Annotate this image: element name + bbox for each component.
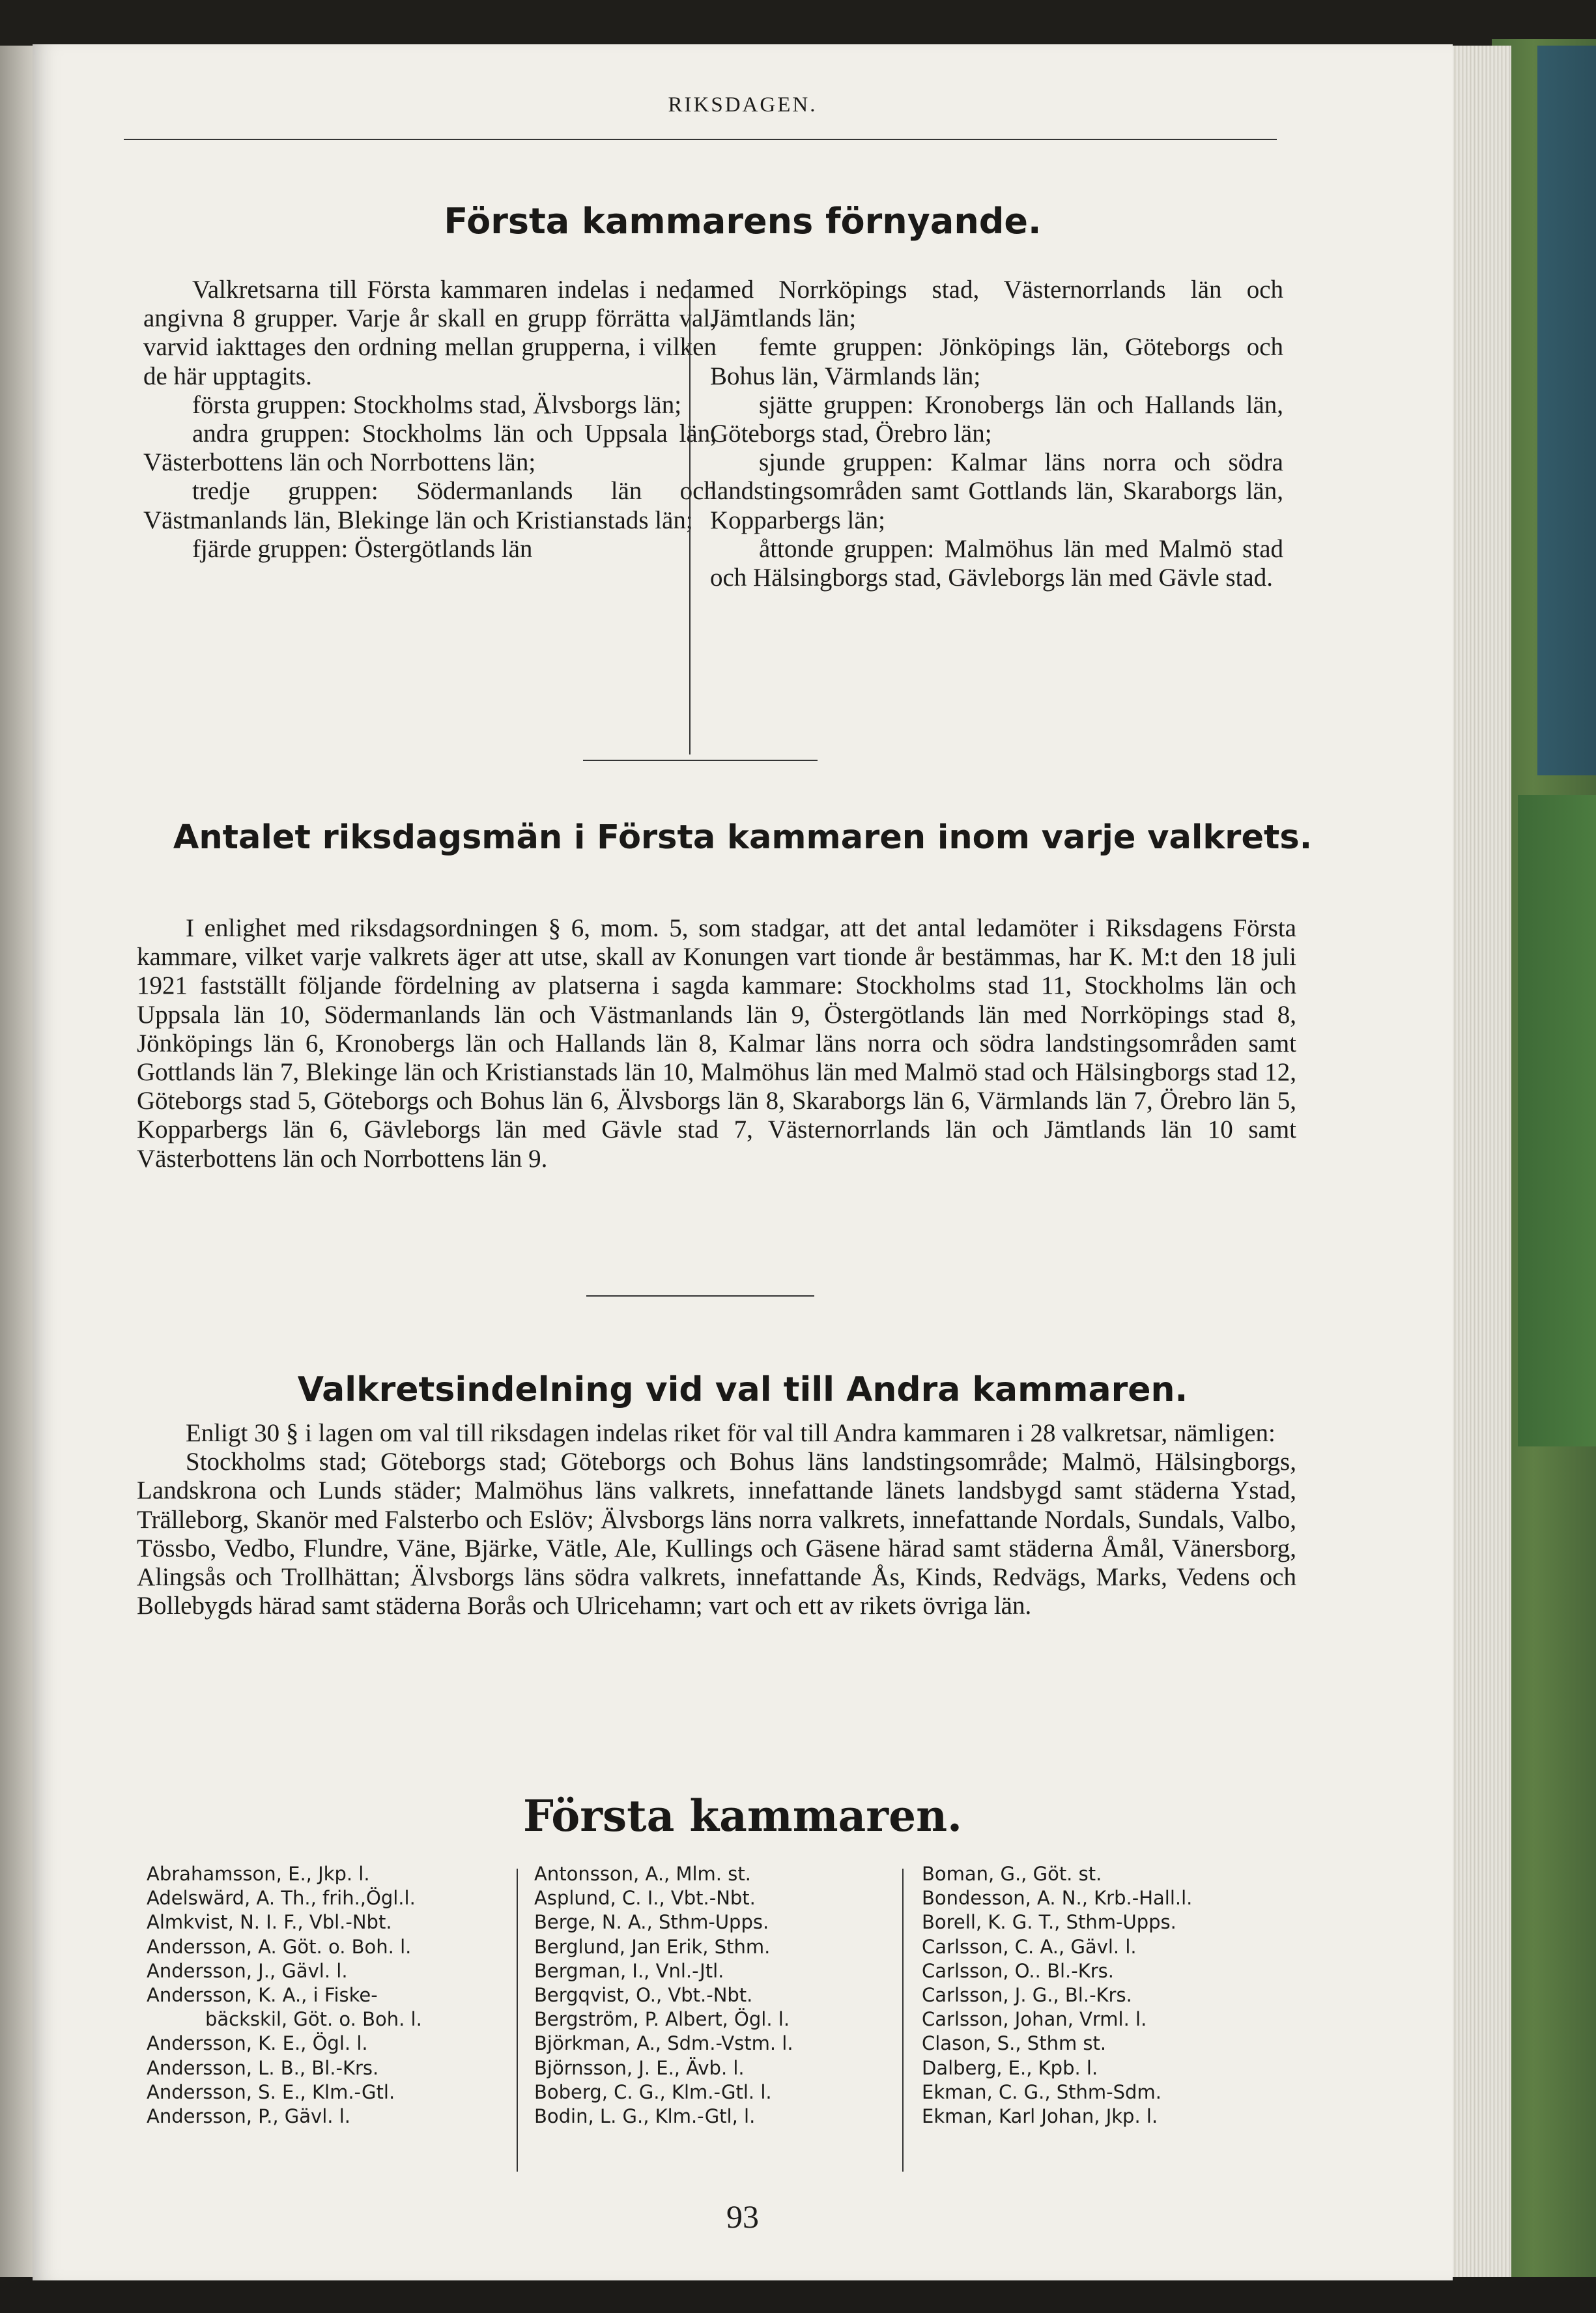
member-entry: Andersson, P., Gävl. l. xyxy=(147,2105,350,2128)
running-head: RIKSDAGEN. xyxy=(668,93,818,117)
member-entry: Andersson, S. E., Klm.-Gtl. xyxy=(147,2080,395,2103)
section3-body xyxy=(137,1419,1296,1620)
section-title-forsta-kammarens-fornyande: Första kammarens förnyande. xyxy=(444,201,1042,242)
paragraph: Valkretsarna till Första kammaren indelas i nedan angivna 8 grupper. Varje år skall en grupp förrätta val, varvid iakttages den ordning mellan grupperna, i vilken de här upptagits. xyxy=(143,276,717,390)
page-number: 93 xyxy=(726,2198,759,2235)
neighbor-book-spine-teal xyxy=(1537,46,1596,775)
section1-column-left xyxy=(143,276,717,564)
header-rule xyxy=(124,139,1277,140)
book-cover-top xyxy=(0,0,1596,46)
paragraph: med Norrköpings stad, Västernorrlands län och Jämtlands län; xyxy=(710,276,1283,333)
section-separator xyxy=(583,760,818,761)
member-entry: Björkman, A., Sdm.-Vstm. l. xyxy=(534,2032,793,2055)
member-entry: Clason, S., Sthm st. xyxy=(922,2032,1107,2055)
member-entry: Almkvist, N. I. F., Vbl.-Nbt. xyxy=(147,1911,392,1934)
paragraph: sjätte gruppen: Kronobergs län och Hallands län, Göteborgs stad, Örebro län; xyxy=(710,390,1283,448)
member-entry: Berglund, Jan Erik, Sthm. xyxy=(534,1935,771,1958)
paragraph: åttonde gruppen: Malmöhus län med Malmö stad och Hälsingborgs stad, Gävleborgs län med Gävle stad. xyxy=(710,534,1283,592)
member-entry: Andersson, A. Göt. o. Boh. l. xyxy=(147,1935,412,1958)
member-entry: Andersson, L. B., Bl.-Krs. xyxy=(147,2056,379,2079)
member-list-column-2 xyxy=(534,1862,912,2129)
member-entry: Björnsson, J. E., Ävb. l. xyxy=(534,2056,745,2079)
paragraph: första gruppen: Stockholms stad, Älvsborgs län; xyxy=(192,390,682,419)
column-divider xyxy=(902,1869,904,2172)
book-page xyxy=(33,44,1453,2280)
paragraph: Stockholms stad; Göteborgs stad; Göteborgs och Bohus läns landstingsområde; Malmö, Hälsingborgs, Landskrona och Lunds städer; Malmöhus läns valkrets, innefattande länets landsbygd samt städerna Ystad, Trälleborg, Skanör med Falsterbo och Eslöv; Älvsborgs läns norra valkrets, innefattande Nordals, Sundals, Valbo, Tössbo, Vedbo, Flundre, Väne, Bjärke, Vätle, Ale, Kullings och Gäsene härad samt städerna Åmål, Vänersborg, Alingsås och Trollhättan; Älvsborgs läns södra valkrets, innefattande Ås, Kinds, Redvägs, Marks, Vedens och Bollebygds härad samt städerna Borås och Ulricehamn; vart och ett av rikets övriga län. xyxy=(137,1448,1296,1620)
member-entry: Carlsson, J. G., Bl.-Krs. xyxy=(922,1984,1132,2007)
member-entry: Bodin, L. G., Klm.-Gtl, l. xyxy=(534,2105,756,2128)
section-separator xyxy=(586,1295,814,1297)
member-entry: Adelswärd, A. Th., frih.,Ögl.l. xyxy=(147,1887,416,1910)
paragraph: fjärde gruppen: Östergötlands län xyxy=(192,534,533,563)
member-entry: Borell, K. G. T., Sthm-Upps. xyxy=(922,1911,1176,1934)
paragraph: sjunde gruppen: Kalmar läns norra och södra landstingsområden samt Gottlands län, Skaraborgs län, Kopparbergs län; xyxy=(710,448,1283,534)
member-entry: Dalberg, E., Kpb. l. xyxy=(922,2056,1098,2079)
member-entry: Carlsson, O.. Bl.-Krs. xyxy=(922,1959,1114,1982)
member-list-column-3 xyxy=(922,1862,1313,2129)
member-entry: Bergqvist, O., Vbt.-Nbt. xyxy=(534,1984,753,2007)
member-entry: Asplund, C. I., Vbt.-Nbt. xyxy=(534,1887,756,1910)
member-entry: Antonsson, A., Mlm. st. xyxy=(534,1863,751,1885)
column-divider xyxy=(517,1869,518,2172)
paragraph: femte gruppen: Jönköpings län, Göteborgs och Bohus län, Värmlands län; xyxy=(710,333,1283,390)
member-entry-continued: bäckskil, Göt. o. Boh. l. xyxy=(205,2008,422,2031)
member-entry: Carlsson, Johan, Vrml. l. xyxy=(922,2008,1147,2031)
member-entry: Boberg, C. G., Klm.-Gtl. l. xyxy=(534,2080,772,2103)
section2-body xyxy=(137,914,1296,1173)
paragraph: tredje gruppen: Södermanlands län och Västmanlands län, Blekinge län och Kristianstads län; xyxy=(143,477,717,534)
section-title-valkretsindelning: Valkretsindelning vid val till Andra kammaren. xyxy=(297,1370,1188,1409)
member-entry: Ekman, Karl Johan, Jkp. l. xyxy=(922,2105,1158,2128)
section-title-antalet-riksdagsman: Antalet riksdagsmän i Första kammaren inom varje valkrets. xyxy=(173,818,1313,857)
neighbor-book-spine-green xyxy=(1518,795,1596,1446)
member-entry: Boman, G., Göt. st. xyxy=(922,1863,1102,1885)
member-entry: Andersson, K. E., Ögl. l. xyxy=(147,2032,368,2055)
section1-column-right xyxy=(710,276,1283,592)
member-entry: Andersson, K. A., i Fiske- xyxy=(147,1984,378,2007)
paragraph: andra gruppen: Stockholms län och Uppsala län, Västerbottens län och Norrbottens län; xyxy=(143,420,717,477)
member-entry: Abrahamsson, E., Jkp. l. xyxy=(147,1863,370,1885)
section-title-forsta-kammaren: Första kammaren. xyxy=(522,1790,963,1841)
member-entry: Bondesson, A. N., Krb.-Hall.l. xyxy=(922,1887,1193,1910)
member-entry: Ekman, C. G., Sthm-Sdm. xyxy=(922,2080,1161,2103)
member-entry: Berge, N. A., Sthm-Upps. xyxy=(534,1911,769,1934)
member-entry: Carlsson, C. A., Gävl. l. xyxy=(922,1935,1137,1958)
member-entry: Bergström, P. Albert, Ögl. l. xyxy=(534,2008,790,2031)
book-cover-bottom xyxy=(0,2277,1596,2313)
paragraph: I enlighet med riksdagsordningen § 6, mom. 5, som stadgar, att det antal ledamöter i Riksdagens Första kammare, vilket varje valkrets äger att utse, skall av Konungen vart tionde år bestämmas, har K. M:t den 18 juli 1921 fastställt följande fördelning av platserna i sagda kammare: Stockholms stad 11, Stockholms län och Uppsala län 10, Södermanlands län och Västmanlands län 9, Östergötlands län med Norrköpings stad 8, Jönköpings län 6, Kronobergs län och Hallands län 8, Kalmar läns norra och södra landstingsområden samt Gottlands län 7, Blekinge län och Kristianstads län 10, Malmöhus län med Malmö stad och Hälsingborgs stad 12, Göteborgs stad 5, Göteborgs och Bohus län 6, Älvsborgs län 8, Skaraborgs län 6, Värmlands län 7, Örebro län 5, Kopparbergs län 6, Gävleborgs län med Gävle stad 7, Västernorrlands län och Jämtlands län 10 samt Västerbottens län och Norrbottens län 9. xyxy=(137,914,1296,1173)
column-divider xyxy=(689,279,691,754)
paragraph: Enligt 30 § i lagen om val till riksdagen indelas riket för val till Andra kammaren i 28 valkretsar, nämligen: xyxy=(186,1419,1275,1447)
member-entry: Andersson, J., Gävl. l. xyxy=(147,1959,348,1982)
member-list-column-1 xyxy=(147,1862,524,2129)
member-entry: Bergman, I., Vnl.-Jtl. xyxy=(534,1959,724,1982)
